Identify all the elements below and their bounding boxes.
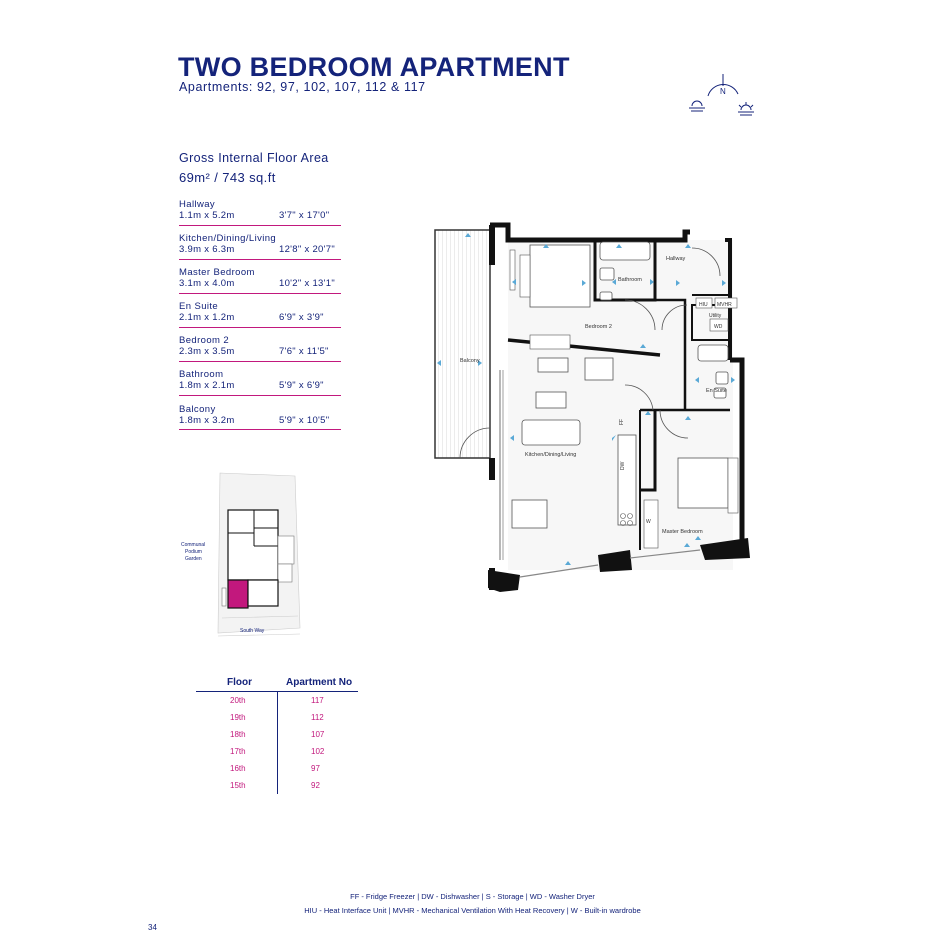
room-metric: 3.9m x 6.3m xyxy=(179,244,235,256)
room-item xyxy=(179,367,341,396)
floor-cell: 16th xyxy=(196,760,278,777)
floor-plan xyxy=(430,220,755,600)
room-imperial: 5'9" x 10'5" xyxy=(279,414,330,426)
bathroom-label: Bathroom xyxy=(618,277,642,283)
table-row xyxy=(196,760,358,777)
sunrise-icon xyxy=(689,101,705,111)
room-metric: 2.1m x 1.2m xyxy=(179,312,235,324)
page-title: TWO BEDROOM APARTMENT xyxy=(178,52,570,82)
room-item xyxy=(179,333,341,362)
floor-header: Floor xyxy=(227,677,252,688)
room-imperial: 12'8" x 20'7" xyxy=(279,244,336,256)
room-imperial: 3'7" x 17'0" xyxy=(279,210,330,221)
legend-line-1: FF - Fridge Freezer | DW - Dishwasher | S - Storage | WD - Washer Dryer xyxy=(350,892,595,901)
bedroom2-label: Bedroom 2 xyxy=(585,324,612,330)
floor-cell: 17th xyxy=(196,743,278,760)
table-row xyxy=(196,726,358,743)
dw-label: DW xyxy=(620,461,626,470)
room-imperial: 7'6" x 11'5" xyxy=(279,346,329,358)
room-metric: 1.8m x 2.1m xyxy=(179,380,235,392)
legend-line-2: HIU - Heat Interface Unit | MVHR - Mechanical Ventilation With Heat Recovery | W - Built-in wardrobe xyxy=(304,906,641,915)
page-subtitle: Apartments: 92, 97, 102, 107, 112 & 117 xyxy=(179,80,426,94)
garden-label: Communal xyxy=(181,542,206,548)
ff-label: FF xyxy=(619,418,625,425)
apartment-cell: 92 xyxy=(311,781,320,790)
key-plan xyxy=(170,468,320,638)
balcony-label: Balcony xyxy=(460,358,480,364)
sunset-icon xyxy=(738,102,754,115)
room-item xyxy=(179,197,341,226)
floors-table xyxy=(196,677,358,794)
room-metric: 1.8m x 3.2m xyxy=(179,414,235,426)
hiu-label: HIU xyxy=(699,302,708,308)
room-name: Hallway xyxy=(179,199,216,210)
room-name: Bedroom 2 xyxy=(179,335,230,347)
room-item xyxy=(179,265,341,294)
utility-label: Utility xyxy=(709,313,722,319)
room-name: Bathroom xyxy=(179,369,224,381)
apartment-cell: 117 xyxy=(311,696,324,705)
key-plan-highlight xyxy=(228,580,248,608)
w-label: W xyxy=(646,519,651,525)
garden-label: Podium xyxy=(185,549,202,555)
compass-icon xyxy=(686,72,758,122)
room-metric: 3.1m x 4.0m xyxy=(179,278,235,290)
table-row xyxy=(196,692,358,709)
apartment-cell: 97 xyxy=(311,764,320,773)
floor-cell: 19th xyxy=(196,709,278,726)
ensuite-label: En Suite xyxy=(706,388,727,394)
room-item xyxy=(179,231,341,260)
room-name: Balcony xyxy=(179,403,216,415)
floor-cell: 18th xyxy=(196,726,278,743)
apartment-cell: 102 xyxy=(311,747,325,756)
floor-cell: 20th xyxy=(196,692,278,709)
room-imperial: 10'2" x 13'1" xyxy=(279,278,336,290)
floors-table-header xyxy=(196,677,358,692)
master-bedroom-label: Master Bedroom xyxy=(662,529,703,535)
garden-label: Garden xyxy=(185,556,202,562)
room-imperial: 6'9" x 3'9" xyxy=(279,312,324,324)
room-dimensions-list xyxy=(179,197,341,436)
floor-cell: 15th xyxy=(196,777,278,794)
room-metric: 2.3m x 3.5m xyxy=(179,346,235,358)
room-name: En Suite xyxy=(179,301,219,313)
gifa-label: Gross Internal Floor Area xyxy=(179,151,329,165)
room-name: Master Bedroom xyxy=(179,267,255,279)
room-metric: 1.1m x 5.2m xyxy=(179,210,235,221)
mvhr-label: MVHR xyxy=(717,302,732,308)
apartment-cell: 107 xyxy=(311,730,325,739)
gifa-value: 69m² / 743 sq.ft xyxy=(179,170,276,185)
room-item xyxy=(179,402,341,431)
wd-label: WD xyxy=(714,324,723,330)
street-label: South Way xyxy=(240,628,265,634)
balcony-area xyxy=(435,230,490,458)
page-number: 34 xyxy=(148,923,157,932)
table-row xyxy=(196,709,358,726)
table-row xyxy=(196,743,358,760)
table-row xyxy=(196,777,358,794)
room-item xyxy=(179,299,341,328)
room-imperial: 5'9" x 6'9" xyxy=(279,380,324,392)
compass-north-label: N xyxy=(720,87,726,96)
kitchen-label: Kitchen/Dining/Living xyxy=(525,452,577,458)
room-name: Kitchen/Dining/Living xyxy=(179,233,277,245)
apartment-cell: 112 xyxy=(311,713,324,722)
apartment-header: Apartment No xyxy=(286,677,353,688)
hallway-label: Hallway xyxy=(666,256,686,262)
